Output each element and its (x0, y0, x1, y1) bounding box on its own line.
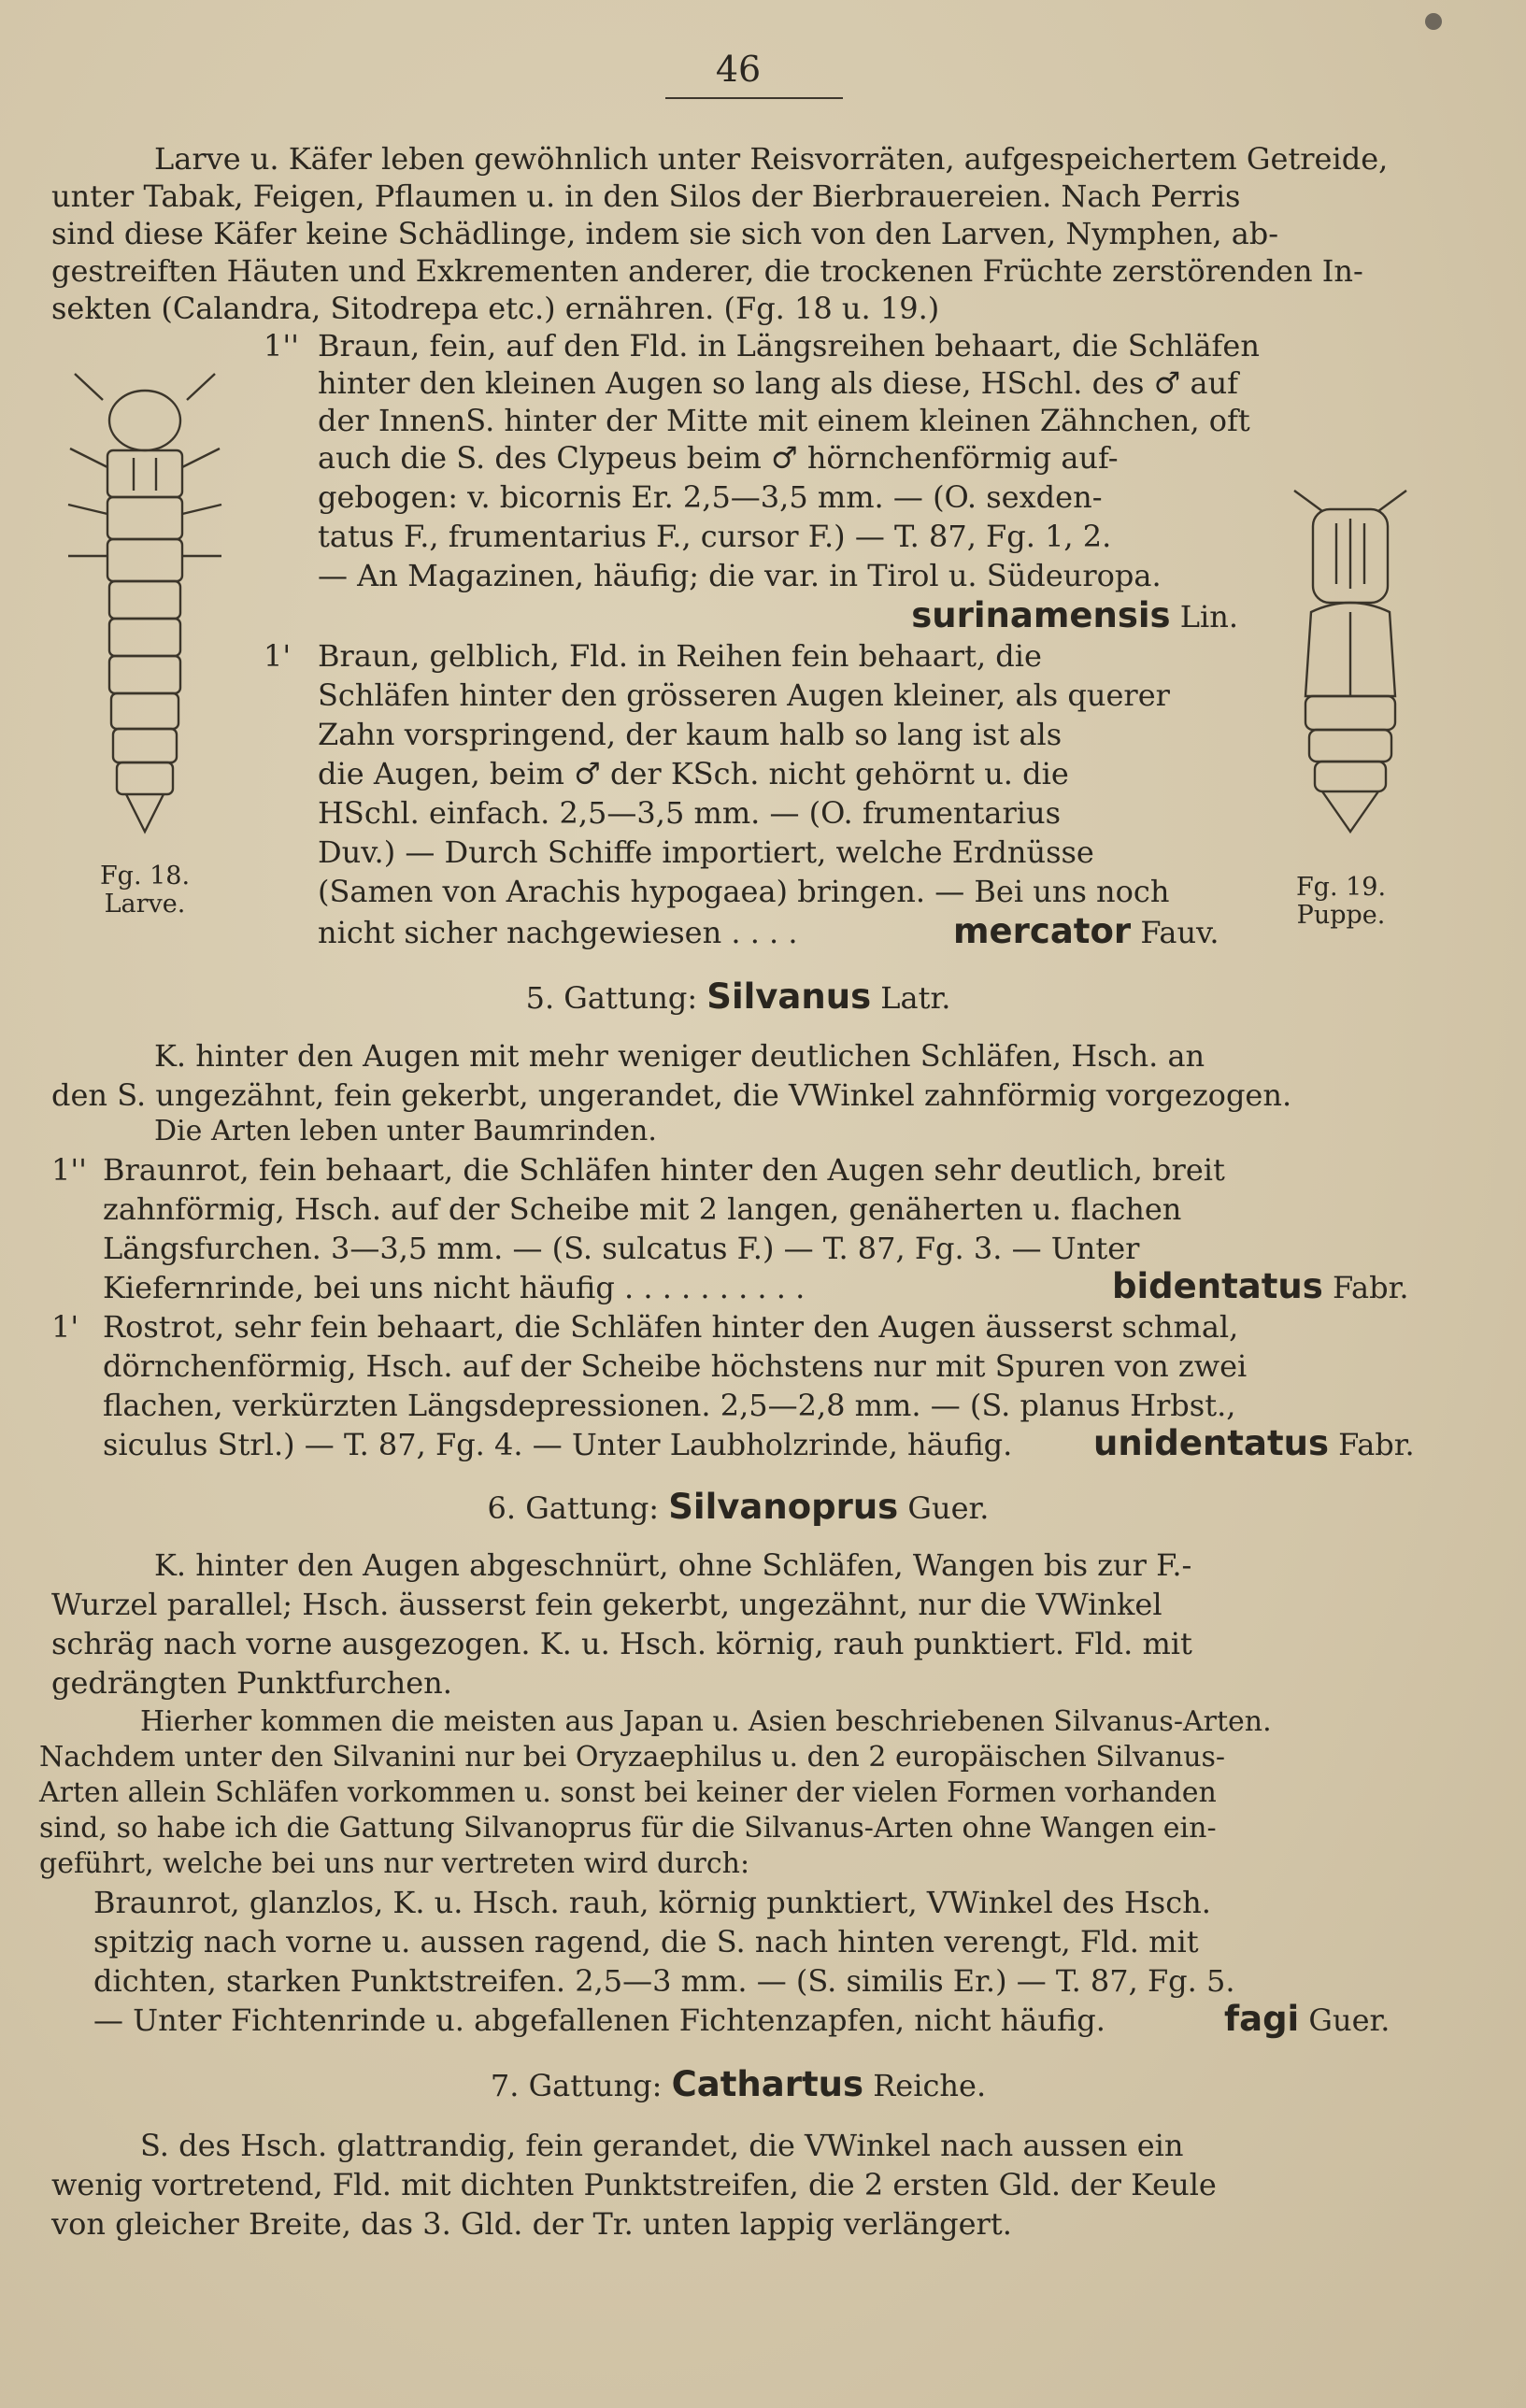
couplet-line: — An Magazinen, häufig; die var. in Tirol u. Südeuropa. (318, 558, 1162, 593)
couplet-line: nicht sicher nachgewiesen . . . . (318, 915, 798, 950)
genus-desc-line: schräg nach vorne ausgezogen. K. u. Hsch. körnig, rauh punktiert. Fld. mit (51, 1626, 1192, 1661)
couplet-line: hinter den kleinen Augen so lang als diese, HSchl. des ♂ auf (318, 365, 1239, 401)
pupa-icon (1285, 481, 1416, 855)
species-author: Lin. (1179, 599, 1238, 634)
fig18-caption-number: Fg. 18. (99, 862, 191, 891)
genus-name: Cathartus (671, 2064, 864, 2104)
species-desc-line: — Unter Fichtenrinde u. abgefallenen Fichtenzapfen, nicht häufig. (93, 2002, 1105, 2038)
intro-line: Larve u. Käfer leben gewöhnlich unter Reisvorräten, aufgespeichertem Getreide, (154, 141, 1389, 177)
species-entry (1112, 1267, 1409, 1307)
fig19-caption (1290, 874, 1392, 930)
couplet-line: Duv.) — Durch Schiffe importiert, welche Erdnüsse (318, 834, 1094, 870)
couplet-line: (Samen von Arachis hypogaea) bringen. — Bei uns noch (318, 874, 1170, 909)
couplet-line: gebogen: v. bicornis Er. 2,5—3,5 mm. — (O. sexden- (318, 479, 1103, 515)
genus-desc-line: K. hinter den Augen mit mehr weniger deutlichen Schläfen, Hsch. an (154, 1038, 1205, 1074)
couplet-line: dörnchenförmig, Hsch. auf der Scheibe höchstens nur mit Spuren von zwei (103, 1348, 1248, 1384)
couplet-marker: 1'' (264, 328, 299, 363)
intro-line: unter Tabak, Feigen, Pflaumen u. in den Silos der Bierbrauereien. Nach Perris (51, 178, 1241, 214)
genus-desc-line: Wurzel parallel; Hsch. äusserst fein gekerbt, ungezähnt, nur die VWinkel (51, 1587, 1162, 1622)
genus-heading-prefix: 5. Gattung: (525, 980, 698, 1016)
species-author: Fabr. (1332, 1270, 1409, 1305)
genus-heading (0, 977, 1476, 1018)
genus-desc-line: von gleicher Breite, das 3. Gld. der Tr. unten lappig verlängert. (51, 2206, 1012, 2242)
genus-desc-line: S. des Hsch. glattrandig, fein gerandet, die VWinkel nach aussen ein (140, 2128, 1184, 2163)
species-entry (1224, 2000, 1390, 2040)
genus-desc-line: wenig vortretend, Fld. mit dichten Punktstreifen, die 2 ersten Gld. der Keule (51, 2167, 1217, 2202)
fig19-caption-label: Puppe. (1296, 901, 1386, 930)
couplet-line: flachen, verkürzten Längsdepressionen. 2,5—2,8 mm. — (S. planus Hrbst., (103, 1388, 1236, 1423)
species-name: bidentatus (1112, 1266, 1323, 1306)
couplet-marker: 1' (51, 1309, 79, 1345)
couplet-line: HSchl. einfach. 2,5—3,5 mm. — (O. frumentarius (318, 795, 1061, 831)
genus-desc-line: den S. ungezähnt, fein gekerbt, ungerandet, die VWinkel zahnförmig vorgezogen. (51, 1077, 1292, 1113)
couplet-marker: 1' (264, 638, 292, 674)
genus-note-line: Arten allein Schläfen vorkommen u. sonst bei keiner der vielen Formen vorhanden (39, 1776, 1217, 1809)
couplet-line: auch die S. des Clypeus beim ♂ hörnchenförmig auf- (318, 440, 1119, 476)
genus-heading-prefix: 6. Gattung: (487, 1490, 660, 1526)
couplet-line: Kiefernrinde, bei uns nicht häufig . . . . . . . . . . (103, 1270, 806, 1305)
couplet-line: Zahn vorspringend, der kaum halb so lang ist als (318, 717, 1062, 752)
genus-note-line: sind, so habe ich die Gattung Silvanoprus für die Silvanus-Arten ohne Wangen ein- (39, 1812, 1217, 1845)
intro-line: sind diese Käfer keine Schädlinge, indem sie sich von den Larven, Nymphen, ab- (51, 216, 1279, 251)
couplet-line: Braun, gelblich, Fld. in Reihen fein behaart, die (318, 638, 1042, 674)
genus-author: Guer. (907, 1490, 990, 1526)
species-author: Guer. (1308, 2002, 1391, 2038)
ink-spot (1425, 13, 1442, 30)
genus-desc-line: gedrängten Punktfurchen. (51, 1665, 452, 1701)
species-name: mercator (953, 911, 1132, 951)
genus-note: Die Arten leben unter Baumrinden. (154, 1115, 657, 1147)
species-entry (318, 596, 1238, 636)
species-author: Fauv. (1140, 915, 1219, 950)
species-desc-line: spitzig nach vorne u. aussen ragend, die S. nach hinten verengt, Fld. mit (93, 1924, 1199, 1959)
genus-desc-line: K. hinter den Augen abgeschnürt, ohne Schläfen, Wangen bis zur F.- (154, 1547, 1192, 1583)
couplet-line: Rostrot, sehr fein behaart, die Schläfen hinter den Augen äusserst schmal, (103, 1309, 1239, 1345)
fig18-caption (84, 862, 206, 919)
species-author: Fabr. (1338, 1427, 1415, 1462)
fig19-caption-number: Fg. 19. (1295, 873, 1387, 902)
couplet-line: siculus Strl.) — T. 87, Fg. 4. — Unter Laubholzrinde, häufig. (103, 1427, 1013, 1462)
genus-heading-prefix: 7. Gattung: (490, 2068, 663, 2103)
couplet-line: Braunrot, fein behaart, die Schläfen hinter den Augen sehr deutlich, breit (103, 1152, 1225, 1188)
page-number-rule (665, 97, 843, 99)
species-entry (953, 912, 1219, 952)
larva-icon (61, 364, 229, 860)
intro-line: sekten (Calandra, Sitodrepa etc.) ernähren. (Fg. 18 u. 19.) (51, 291, 940, 326)
couplet-line: die Augen, beim ♂ der KSch. nicht gehörnt u. die (318, 756, 1069, 791)
species-desc-line: dichten, starken Punktstreifen. 2,5—3 mm. — (S. similis Er.) — T. 87, Fg. 5. (93, 1963, 1235, 1999)
genus-author: Latr. (880, 980, 951, 1016)
couplet-line: Längsfurchen. 3—3,5 mm. — (S. sulcatus F.) — T. 87, Fg. 3. — Unter (103, 1231, 1140, 1266)
couplet-line: der InnenS. hinter der Mitte mit einem kleinen Zähnchen, oft (318, 403, 1250, 438)
genus-note-line: geführt, welche bei uns nur vertreten wird durch: (39, 1847, 750, 1880)
genus-note-line: Hierher kommen die meisten aus Japan u. Asien beschriebenen Silvanus-Arten. (140, 1705, 1272, 1738)
species-name: unidentatus (1093, 1423, 1329, 1463)
couplet-line: zahnförmig, Hsch. auf der Scheibe mit 2 langen, genäherten u. flachen (103, 1191, 1182, 1227)
genus-name: Silvanoprus (668, 1487, 899, 1527)
fig18-caption-label: Larve. (104, 890, 186, 919)
genus-heading (0, 1488, 1476, 1528)
couplet-line: Schläfen hinter den grösseren Augen kleiner, als querer (318, 677, 1170, 713)
species-name: fagi (1224, 1999, 1300, 2039)
intro-line: gestreiften Häuten und Exkrementen anderer, die trockenen Früchte zerstörenden In- (51, 253, 1363, 289)
couplet-line: Braun, fein, auf den Fld. in Längsreihen behaart, die Schläfen (318, 328, 1260, 363)
species-desc-line: Braunrot, glanzlos, K. u. Hsch. rauh, körnig punktiert, VWinkel des Hsch. (93, 1885, 1211, 1920)
species-name: surinamensis (911, 595, 1171, 635)
genus-note-line: Nachdem unter den Silvanini nur bei Oryzaephilus u. den 2 europäischen Silvanus- (39, 1741, 1226, 1774)
couplet-line: tatus F., frumentarius F., cursor F.) — T. 87, Fg. 1, 2. (318, 519, 1112, 554)
genus-name: Silvanus (706, 976, 872, 1017)
page-number: 46 (715, 49, 762, 90)
genus-author: Reiche. (873, 2068, 987, 2103)
couplet-marker: 1'' (51, 1152, 87, 1188)
species-entry (1093, 1424, 1415, 1464)
genus-heading (0, 2065, 1476, 2105)
